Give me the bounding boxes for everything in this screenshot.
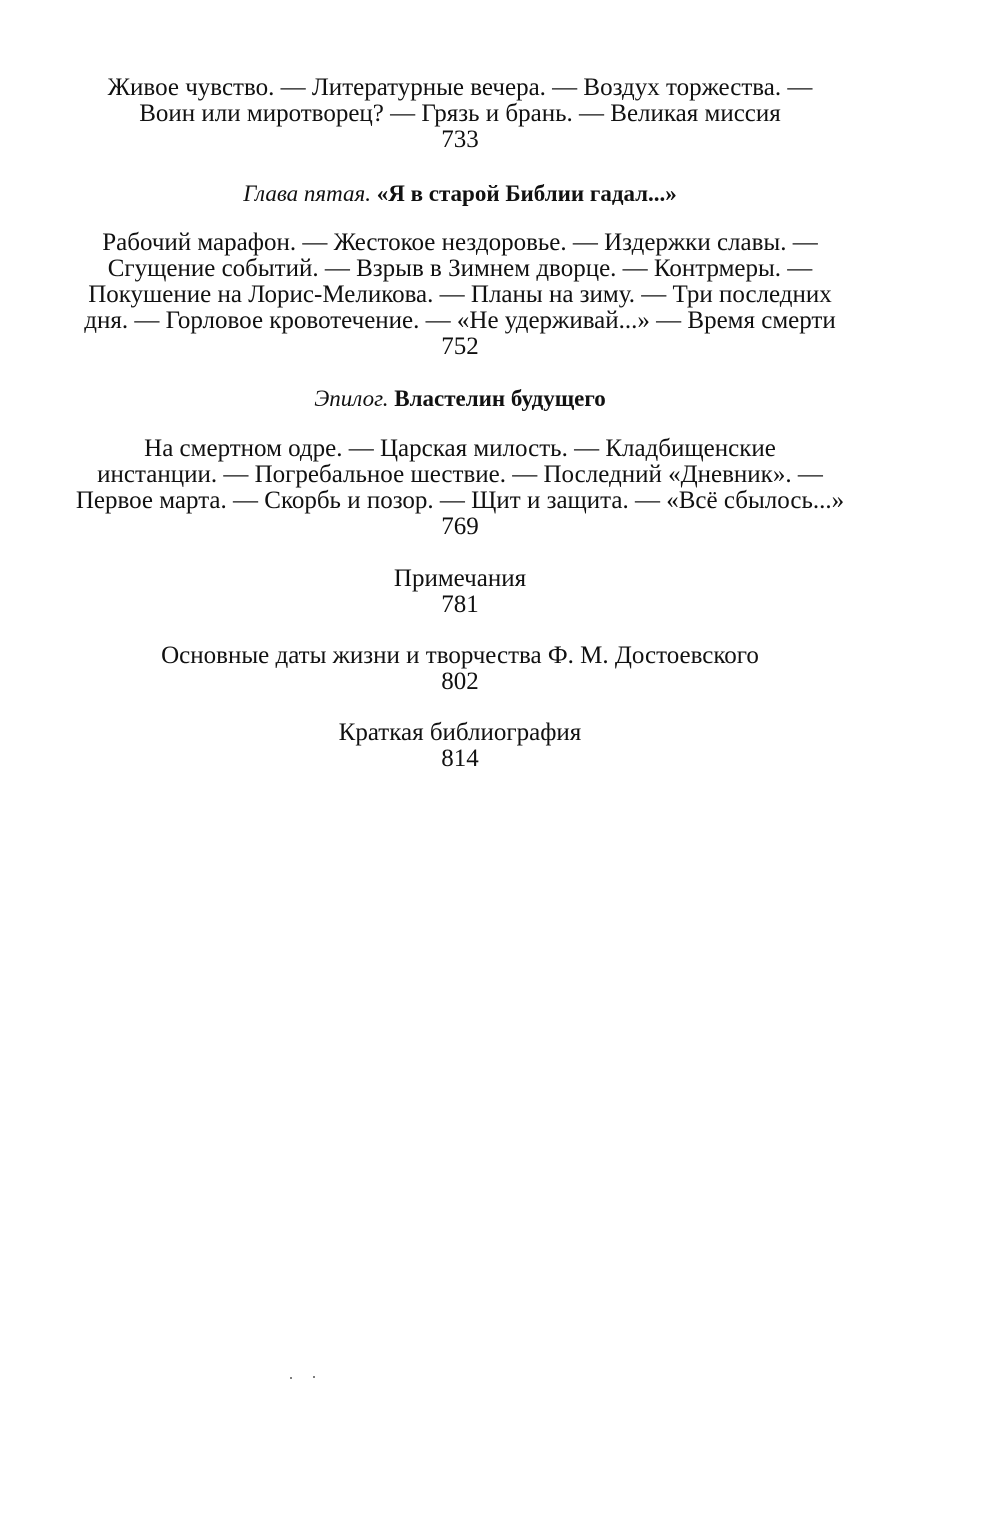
chapter-title: «Я в старой Библии гадал...» [376, 181, 677, 206]
toc-entry-line: Основные даты жизни и творчества Ф. М. Достоевского [161, 642, 759, 669]
toc-page-number: 752 [441, 333, 479, 360]
toc-page-number: 802 [441, 668, 479, 695]
scan-speck [313, 1376, 315, 1378]
toc-entry-line: Воин или миротворец? — Грязь и брань. — Великая миссия [139, 100, 781, 127]
toc-page-number: 814 [441, 745, 479, 772]
toc-entry-line: На смертном одре. — Царская милость. — Кладбищенские [144, 435, 776, 462]
scan-specks [288, 1374, 328, 1382]
toc-entry-line: Покушение на Лорис-Меликова. — Планы на зиму. — Три последних [88, 281, 832, 308]
toc-entry-line: дня. — Горловое кровотечение. — «Не удерживай...» — Время смерти [84, 307, 836, 334]
toc-entry-line: Примечания [393, 565, 527, 592]
toc-entry-line: Рабочий марафон. — Жестокое нездоровье. — Издержки славы. — [102, 229, 818, 256]
toc-page-number: 781 [441, 591, 479, 618]
epilogue-label: Эпилог. [314, 386, 389, 411]
epilogue-title: Властелин будущего [394, 386, 606, 411]
toc-entry [40, 566, 880, 618]
toc-entry [40, 230, 880, 360]
toc-entry-line: инстанции. — Погребальное шествие. — Последний «Дневник». — [97, 461, 823, 488]
epilogue-heading [40, 386, 880, 412]
toc-entry-line: Сгущение событий. — Взрыв в Зимнем дворце. — Контрмеры. — [107, 255, 813, 282]
toc-entry-line: Краткая библиография [338, 719, 582, 746]
toc-page-number: 733 [441, 126, 479, 153]
toc-page-number: 769 [441, 513, 479, 540]
chapter-label: Глава пятая. [243, 181, 371, 206]
toc-entry-line: Живое чувство. — Литературные вечера. — Воздух торжества. — [107, 74, 813, 101]
toc-entry [40, 643, 880, 695]
chapter-heading [40, 181, 880, 207]
scan-speck [290, 1377, 292, 1379]
toc-entry [40, 720, 880, 772]
toc-entry [40, 75, 880, 153]
toc-entry [40, 436, 880, 540]
toc-entry-line: Первое марта. — Скорбь и позор. — Щит и защита. — «Всё сбылось...» [75, 487, 845, 514]
